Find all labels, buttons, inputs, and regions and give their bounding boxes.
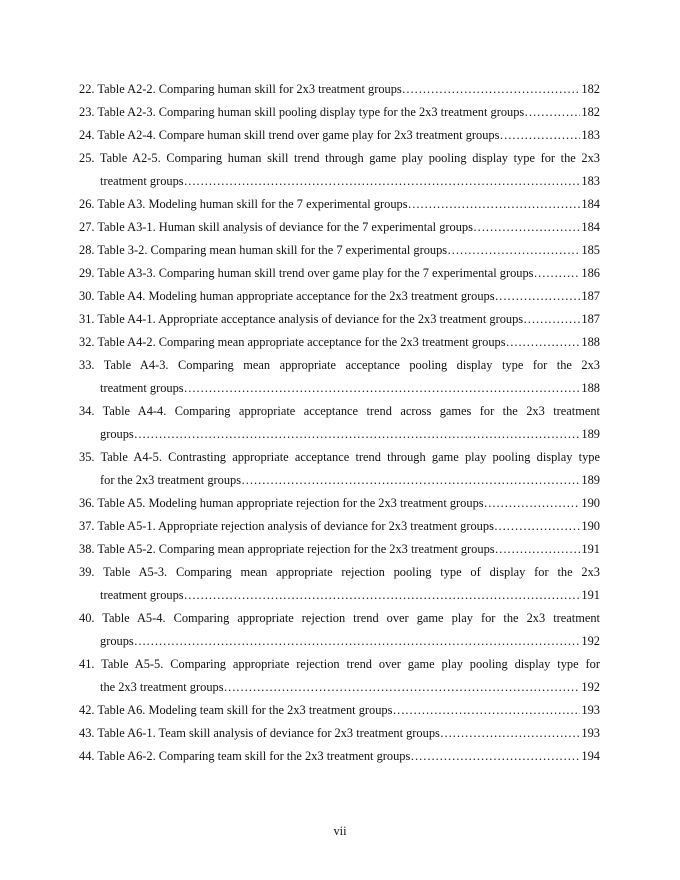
dot-leader bbox=[392, 699, 580, 722]
toc-page-number: 193 bbox=[581, 703, 600, 717]
toc-entry[interactable] bbox=[79, 607, 600, 653]
toc-entry-text: 41. Table A5-5. Comparing appropriate rejection trend over game play pooling display type for bbox=[79, 657, 600, 671]
toc-entry-text: for the 2x3 treatment groups bbox=[100, 473, 242, 487]
toc-entry[interactable] bbox=[79, 285, 600, 308]
toc-entry-text: 38. Table A5-2. Comparing mean appropriate rejection for the 2x3 treatment groups bbox=[79, 542, 495, 556]
dot-leader bbox=[473, 216, 580, 239]
dot-leader bbox=[484, 492, 581, 515]
toc-entry-text: 44. Table A6-2. Comparing team skill for the 2x3 treatment groups bbox=[79, 749, 411, 763]
toc-entry[interactable] bbox=[79, 492, 600, 515]
toc-entry-text: 22. Table A2-2. Comparing human skill for 2x3 treatment groups bbox=[79, 82, 402, 96]
dot-leader bbox=[224, 676, 581, 699]
toc-entry-text: 39. Table A5-3. Comparing mean appropriate rejection pooling type of display for the 2x3 bbox=[79, 565, 600, 579]
toc-entry[interactable] bbox=[79, 308, 600, 331]
dot-leader bbox=[134, 630, 581, 653]
dot-leader bbox=[440, 722, 581, 745]
toc-entry[interactable] bbox=[79, 515, 600, 538]
toc-entry-text: 33. Table A4-3. Comparing mean appropriate acceptance pooling display type for the 2x3 bbox=[79, 358, 600, 372]
toc-page-number: 188 bbox=[581, 381, 600, 395]
toc-entry-text: treatment groups bbox=[100, 381, 184, 395]
toc-entry-text: 36. Table A5. Modeling human appropriate rejection for the 2x3 treatment groups bbox=[79, 496, 484, 510]
toc-entry[interactable] bbox=[79, 446, 600, 492]
toc-entry-text: 27. Table A3-1. Human skill analysis of deviance for the 7 experimental groups bbox=[79, 220, 473, 234]
toc-entry[interactable] bbox=[79, 78, 600, 101]
toc-entry[interactable] bbox=[79, 722, 600, 745]
toc-page-number: 192 bbox=[581, 680, 600, 694]
toc-page-number: 182 bbox=[581, 105, 600, 119]
toc-entry[interactable] bbox=[79, 538, 600, 561]
toc-page-number: 183 bbox=[581, 128, 600, 142]
dot-leader bbox=[495, 538, 581, 561]
toc-entry-text: 43. Table A6-1. Team skill analysis of deviance for 2x3 treatment groups bbox=[79, 726, 440, 740]
toc-entry[interactable] bbox=[79, 216, 600, 239]
toc-entry-text: groups bbox=[100, 427, 134, 441]
dot-leader bbox=[447, 239, 580, 262]
toc-entry-text: treatment groups bbox=[100, 174, 184, 188]
toc-entry-text: 34. Table A4-4. Comparing appropriate acceptance trend across games for the 2x3 treatment bbox=[79, 404, 600, 418]
dot-leader bbox=[410, 745, 580, 768]
toc-entry-text: 28. Table 3-2. Comparing mean human skill for the 7 experimental groups bbox=[79, 243, 448, 257]
toc-entry[interactable] bbox=[79, 193, 600, 216]
toc-entry-text: 29. Table A3-3. Comparing human skill trend over game play for the 7 experimental groups bbox=[79, 266, 534, 280]
dot-leader bbox=[402, 78, 581, 101]
dot-leader bbox=[241, 469, 580, 492]
toc-page-number: 182 bbox=[581, 82, 600, 96]
toc-page-number: 185 bbox=[581, 243, 600, 257]
dot-leader bbox=[408, 193, 581, 216]
toc-page-number: 183 bbox=[581, 174, 600, 188]
dot-leader bbox=[494, 515, 581, 538]
toc-entry-text: 24. Table A2-4. Compare human skill trend over game play for 2x3 treatment groups bbox=[79, 128, 500, 142]
dot-leader bbox=[184, 170, 581, 193]
toc-page-number: 189 bbox=[581, 473, 600, 487]
toc-page-number: 193 bbox=[581, 726, 600, 740]
toc-page-number: 187 bbox=[581, 289, 600, 303]
toc-page-number: 189 bbox=[581, 427, 600, 441]
toc-entry[interactable] bbox=[79, 124, 600, 147]
dot-leader bbox=[184, 377, 581, 400]
toc-entry[interactable] bbox=[79, 653, 600, 699]
toc-entry[interactable] bbox=[79, 561, 600, 607]
toc-entry-text: 40. Table A5-4. Comparing appropriate rejection trend over game play for the 2x3 treatment bbox=[79, 611, 600, 625]
toc-entry-text: 31. Table A4-1. Appropriate acceptance analysis of deviance for the 2x3 treatment groups bbox=[79, 312, 524, 326]
toc-entry-text: 35. Table A4-5. Contrasting appropriate acceptance trend through game play pooling display type bbox=[79, 450, 600, 464]
dot-leader bbox=[506, 331, 581, 354]
toc-page-number: 184 bbox=[581, 220, 600, 234]
toc-entry-text: 26. Table A3. Modeling human skill for the 7 experimental groups bbox=[79, 197, 408, 211]
toc-entry[interactable] bbox=[79, 147, 600, 193]
toc-page-number: 187 bbox=[581, 312, 600, 326]
toc-entry[interactable] bbox=[79, 239, 600, 262]
toc-entry[interactable] bbox=[79, 354, 600, 400]
toc-page-number: 186 bbox=[581, 266, 600, 280]
list-of-tables bbox=[79, 78, 600, 768]
toc-entry-text: 37. Table A5-1. Appropriate rejection analysis of deviance for 2x3 treatment groups bbox=[79, 519, 494, 533]
dot-leader bbox=[495, 285, 581, 308]
toc-page-number: 192 bbox=[581, 634, 600, 648]
toc-page-number: 184 bbox=[581, 197, 600, 211]
toc-entry[interactable] bbox=[79, 331, 600, 354]
toc-entry-text: 30. Table A4. Modeling human appropriate acceptance for the 2x3 treatment groups bbox=[79, 289, 495, 303]
toc-entry[interactable] bbox=[79, 262, 600, 285]
toc-entry-text: groups bbox=[100, 634, 134, 648]
toc-page-number: 190 bbox=[581, 519, 600, 533]
toc-entry[interactable] bbox=[79, 699, 600, 722]
toc-page-number: 191 bbox=[581, 588, 600, 602]
dot-leader bbox=[523, 308, 580, 331]
toc-page-number: 194 bbox=[581, 749, 600, 763]
toc-entry[interactable] bbox=[79, 745, 600, 768]
toc-entry-text: 23. Table A2-3. Comparing human skill pooling display type for the 2x3 treatment groups bbox=[79, 105, 525, 119]
toc-entry-text: 42. Table A6. Modeling team skill for the 2x3 treatment groups bbox=[79, 703, 393, 717]
toc-entry-text: 32. Table A4-2. Comparing mean appropriate acceptance for the 2x3 treatment groups bbox=[79, 335, 506, 349]
dot-leader bbox=[134, 423, 581, 446]
toc-page-number: 191 bbox=[581, 542, 600, 556]
toc-entry[interactable] bbox=[79, 101, 600, 124]
toc-entry-text: treatment groups bbox=[100, 588, 184, 602]
dot-leader bbox=[184, 584, 581, 607]
toc-page-number: 190 bbox=[581, 496, 600, 510]
dot-leader bbox=[524, 101, 580, 124]
toc-entry-text: the 2x3 treatment groups bbox=[100, 680, 224, 694]
toc-entry[interactable] bbox=[79, 400, 600, 446]
dot-leader bbox=[534, 262, 581, 285]
toc-entry-text: 25. Table A2-5. Comparing human skill trend through game play pooling display type for the 2x3 bbox=[79, 151, 600, 165]
toc-page-number: 188 bbox=[581, 335, 600, 349]
dot-leader bbox=[499, 124, 580, 147]
page-number: vii bbox=[333, 824, 347, 838]
